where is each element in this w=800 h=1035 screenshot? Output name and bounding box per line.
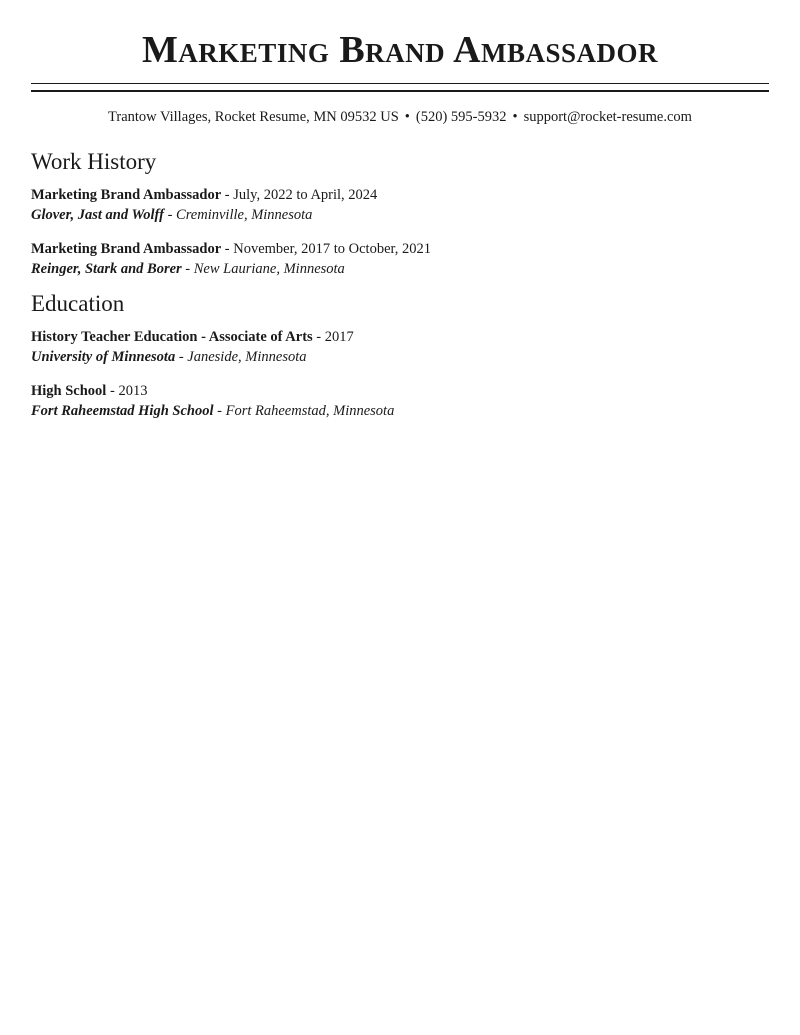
work-dash: - bbox=[181, 261, 194, 277]
work-location: Creminville, Minnesota bbox=[176, 207, 313, 223]
work-history-heading: Work History bbox=[31, 149, 157, 174]
education-dash: - bbox=[312, 329, 325, 345]
education-heading: Education bbox=[31, 291, 125, 316]
contact-separator: • bbox=[512, 109, 518, 125]
candidate-name: Marketing Brand Ambassador bbox=[141, 29, 659, 71]
education-dash: - bbox=[106, 383, 119, 399]
work-dash: - bbox=[221, 187, 234, 203]
education-degree: History Teacher Education - Associate of Arts bbox=[31, 329, 313, 345]
work-dash: - bbox=[221, 241, 234, 257]
education-school: Fort Raheemstad High School bbox=[31, 403, 214, 419]
education-dash: - bbox=[175, 349, 188, 365]
contact-phone: (520) 595-5932 bbox=[415, 109, 507, 125]
education-year: 2013 bbox=[118, 383, 148, 399]
contact-address: Trantow Villages, Rocket Resume, MN 09532 US bbox=[108, 109, 399, 125]
work-role: Marketing Brand Ambassador bbox=[31, 241, 222, 257]
contact-line bbox=[31, 107, 769, 127]
education-year: 2017 bbox=[324, 329, 354, 345]
education-entry bbox=[31, 327, 769, 367]
work-role: Marketing Brand Ambassador bbox=[31, 187, 222, 203]
education-location: Fort Raheemstad, Minnesota bbox=[225, 403, 395, 419]
work-company: Reinger, Stark and Borer bbox=[31, 261, 182, 277]
education-entry bbox=[31, 381, 769, 421]
education-dash: - bbox=[213, 403, 226, 419]
work-dash: - bbox=[163, 207, 177, 223]
education-location: Janeside, Minnesota bbox=[187, 349, 307, 365]
contact-separator: • bbox=[404, 109, 410, 125]
work-entry bbox=[31, 185, 769, 225]
work-company: Glover, Jast and Wolff bbox=[31, 207, 164, 223]
work-entry bbox=[31, 239, 769, 279]
contact-email: support@rocket-resume.com bbox=[523, 109, 692, 125]
work-dates: November, 2017 to October, 2021 bbox=[233, 241, 432, 257]
header-divider bbox=[31, 83, 769, 92]
education-degree: High School bbox=[31, 383, 107, 399]
work-dates: July, 2022 to April, 2024 bbox=[233, 187, 378, 203]
education-school: University of Minnesota bbox=[31, 349, 176, 365]
work-location: New Lauriane, Minnesota bbox=[193, 261, 345, 277]
